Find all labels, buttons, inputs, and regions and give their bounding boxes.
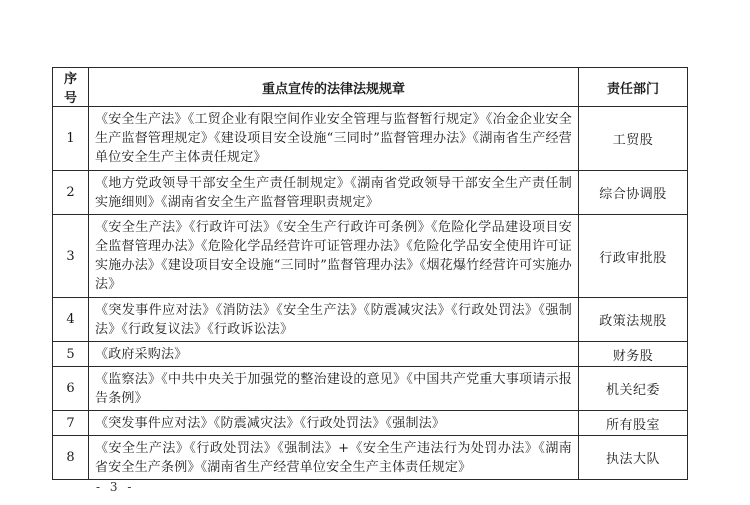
row-department: 行政审批股 xyxy=(579,215,688,298)
header-responsible-department: 责任部门 xyxy=(579,68,688,107)
row-laws-list: 《监察法》《中共中央关于加强党的整治建设的意见》《中国共产党重大事项请示报告条例》 xyxy=(89,367,579,411)
row-department: 执法大队 xyxy=(579,436,688,480)
row-department: 政策法规股 xyxy=(579,298,688,342)
table-row xyxy=(53,411,688,436)
law-responsibility-table xyxy=(52,67,688,480)
row-laws-list: 《安全生产法》《工贸企业有限空间作业安全管理与监督暂行规定》《冶金企业安全生产监督管理规定》《建设项目安全设施“三同时”监督管理办法》《湖南省生产经营单位安全生产主体责任规定》 xyxy=(89,107,579,171)
table-row xyxy=(53,215,688,298)
row-serial-number: 4 xyxy=(53,298,89,342)
page-number: - 3 - xyxy=(96,480,135,494)
row-laws-list: 《安全生产法》《行政处罚法》《强制法》+《安全生产违法行为处罚办法》《湖南省安全生产条例》《湖南省生产经营单位安全生产主体责任规定》 xyxy=(89,436,579,480)
row-department: 财务股 xyxy=(579,342,688,367)
row-laws-list: 《安全生产法》《行政许可法》《安全生产行政许可条例》《危险化学品建设项目安全监督管理办法》《危险化学品经营许可证管理办法》《危险化学品安全使用许可证实施办法》《建设项目安全设施“三同时”监督管理办法》《烟花爆竹经营许可实施办法》 xyxy=(89,215,579,298)
table-row xyxy=(53,436,688,480)
table-row xyxy=(53,342,688,367)
row-serial-number: 2 xyxy=(53,171,89,215)
table-header-row xyxy=(53,68,688,107)
table-row xyxy=(53,171,688,215)
row-department: 工贸股 xyxy=(579,107,688,171)
table-row xyxy=(53,298,688,342)
row-serial-number: 6 xyxy=(53,367,89,411)
row-laws-list: 《突发事件应对法》《防震减灾法》《行政处罚法》《强制法》 xyxy=(89,411,579,436)
row-laws-list: 《政府采购法》 xyxy=(89,342,579,367)
table-row xyxy=(53,107,688,171)
row-laws-list: 《突发事件应对法》《消防法》《安全生产法》《防震减灾法》《行政处罚法》《强制法》《行政复议法》《行政诉讼法》 xyxy=(89,298,579,342)
header-laws-regulations: 重点宣传的法律法规规章 xyxy=(89,68,579,107)
row-serial-number: 8 xyxy=(53,436,89,480)
row-serial-number: 1 xyxy=(53,107,89,171)
row-serial-number: 3 xyxy=(53,215,89,298)
header-serial-number: 序号 xyxy=(53,68,89,107)
row-serial-number: 7 xyxy=(53,411,89,436)
table-row xyxy=(53,367,688,411)
row-department: 机关纪委 xyxy=(579,367,688,411)
row-department: 所有股室 xyxy=(579,411,688,436)
row-department: 综合协调股 xyxy=(579,171,688,215)
row-laws-list: 《地方党政领导干部安全生产责任制规定》《湖南省党政领导干部安全生产责任制实施细则》《湖南省安全生产监督管理职责规定》 xyxy=(89,171,579,215)
row-serial-number: 5 xyxy=(53,342,89,367)
